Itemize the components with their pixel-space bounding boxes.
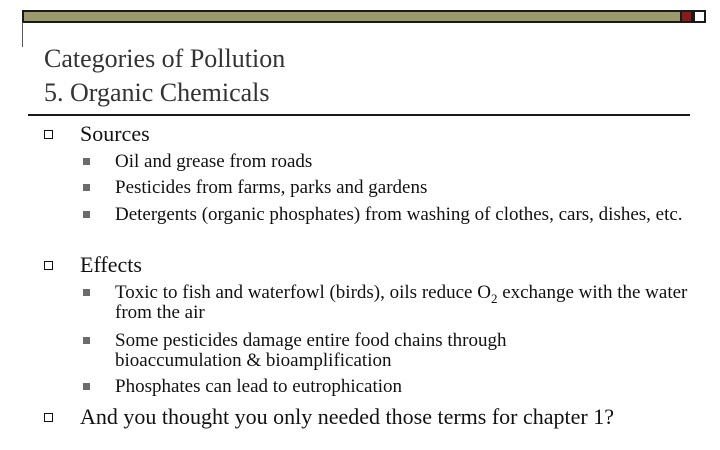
white-square-decoration (693, 10, 706, 23)
effects-item-1 (115, 283, 705, 323)
red-square-decoration (680, 10, 693, 23)
effects-item-1-text: Toxic to fish and waterfowl (birds), oils reduce O (115, 282, 491, 303)
subscript-2: 2 (490, 290, 498, 306)
effects-item-3: Phosphates can lead to eutrophication (115, 376, 403, 397)
title-bar-decoration (22, 10, 706, 23)
hollow-square-bullet-icon (44, 413, 53, 422)
square-bullet-icon (83, 289, 90, 296)
title-divider (28, 114, 690, 116)
sources-item-1: Oil and grease from roads (115, 151, 313, 172)
effects-heading: Effects (80, 252, 142, 277)
left-rule-decoration (22, 22, 23, 47)
square-bullet-icon (83, 184, 90, 191)
sources-heading: Sources (80, 121, 150, 146)
square-bullet-icon (83, 337, 90, 344)
effects-item-1-text-end: exchange with the water from the air (115, 282, 688, 323)
sources-item-2: Pesticides from farms, parks and gardens (115, 177, 428, 198)
square-bullet-icon (83, 383, 90, 390)
closing-question: And you thought you only needed those terms for chapter 1? (80, 404, 614, 429)
effects-item-2: Some pesticides damage entire food chains through bioaccumulation & bioamplification (115, 330, 507, 371)
square-bullet-icon (83, 211, 90, 218)
sources-item-3: Detergents (organic phosphates) from washing of clothes, cars, dishes, etc. (115, 204, 683, 225)
hollow-square-bullet-icon (44, 261, 53, 270)
slide-title-line2: 5. Organic Chemicals (44, 78, 270, 107)
hollow-square-bullet-icon (44, 130, 53, 139)
square-bullet-icon (83, 158, 90, 165)
slide-title (44, 42, 285, 110)
slide-title-line1: Categories of Pollution (44, 44, 286, 73)
